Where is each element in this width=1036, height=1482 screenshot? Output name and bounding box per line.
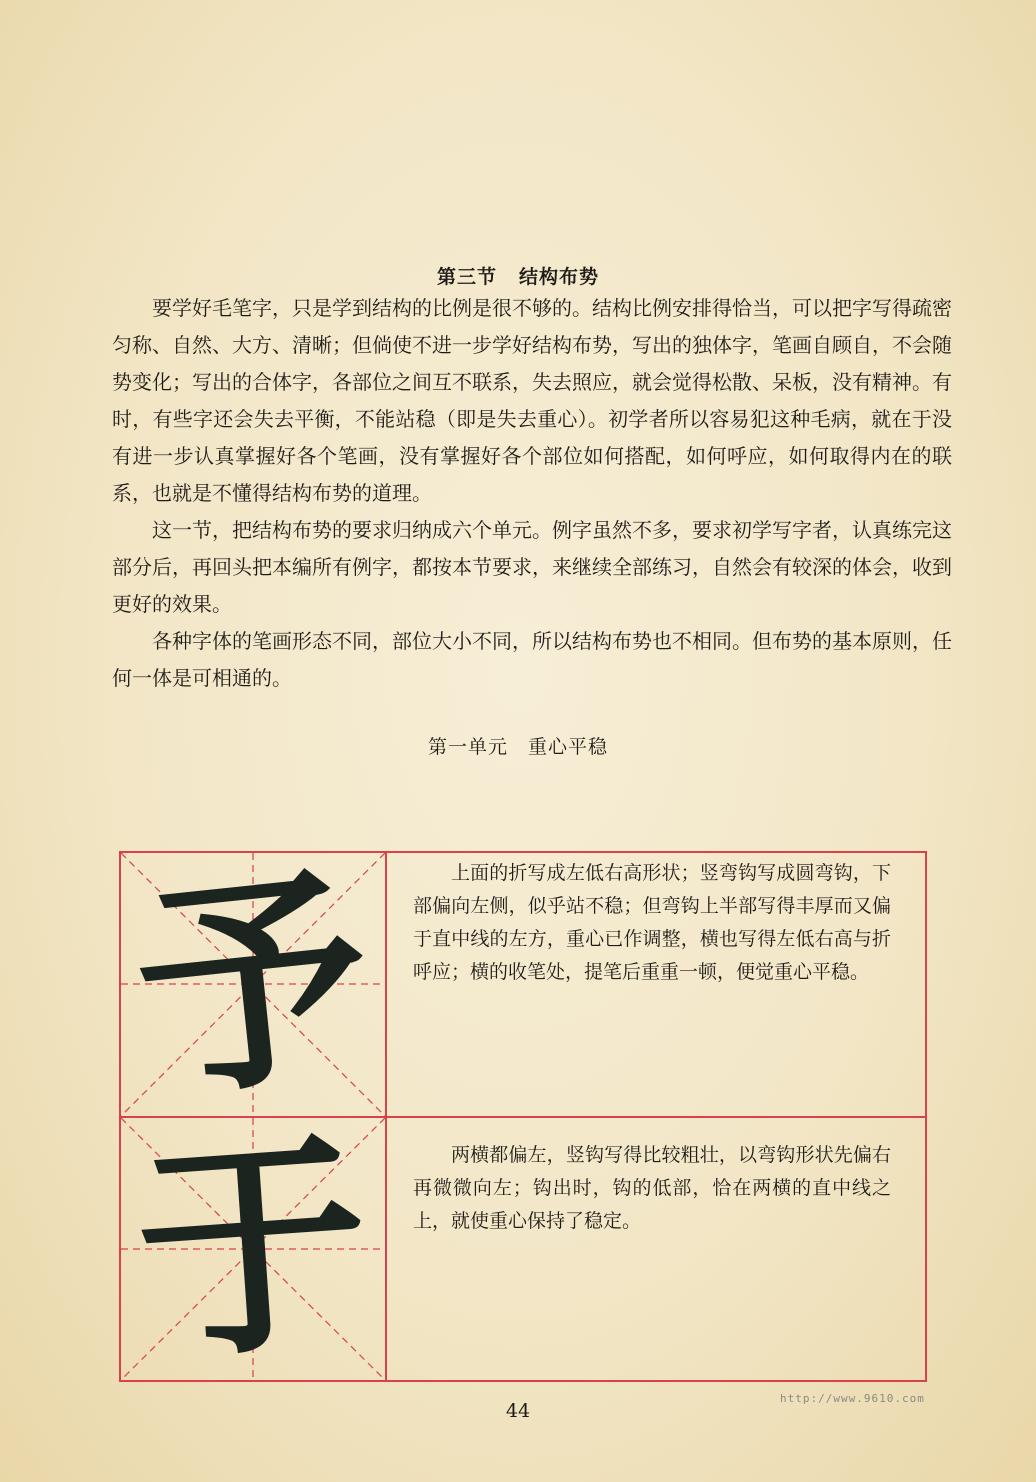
section-heading: 结构布势 bbox=[519, 266, 600, 288]
paragraph-1: 要学好毛笔字，只是学到结构的比例是很不够的。结构比例安排得恰当，可以把字写得疏密匀称、自然、大方、清晰；但倘使不进一步学好结构布势，写出的独体字，笔画自顾自，不会随势变化；写出的合体字，各部位之间互不联系，失去照应，就会觉得松散、呆板，没有精神。有时，有些字还会失去平衡，不能站稳（即是失去重心）。初学者所以容易犯这种毛病，就在于没有进一步认真掌握好各个笔画，没有掌握好各个部位如何搭配，如何呼应，如何取得内在的联系，也就是不懂得结构布势的道理。 bbox=[112, 296, 952, 505]
watermark: http://www.9610.com bbox=[780, 1392, 925, 1405]
paragraph-2: 这一节，把结构布势的要求归纳成六个单元。例字虽然不多，要求初学写字者，认真练完这部分后，再回头把本编所有例字，都按本节要求，来继续全部练习，自然会有较深的体会，收到更好的效果。 bbox=[112, 518, 952, 616]
section-number: 第三节 bbox=[436, 266, 497, 288]
unit-number: 第一单元 bbox=[427, 736, 508, 758]
example-table bbox=[119, 838, 927, 1393]
page-number: 44 bbox=[505, 1400, 531, 1422]
section-title bbox=[0, 262, 1036, 289]
body-text bbox=[112, 290, 952, 697]
paragraph-3: 各种字体的笔画形态不同，部位大小不同，所以结构布势也不相同。但布势的基本原则，任何一体是可相通的。 bbox=[112, 629, 952, 690]
unit-heading: 重心平稳 bbox=[528, 736, 609, 758]
example-character-1: 予 bbox=[124, 838, 382, 1131]
unit-title bbox=[0, 732, 1036, 759]
example-character-2: 于 bbox=[128, 1106, 378, 1393]
example-description-1: 上面的折写成左低右高形状；竖弯钩写成圆弯钩，下部偏向左侧，似乎站不稳；但弯钩上半部写得丰厚而又偏于直中线的左方，重心已作调整，横也写得左低右高与折呼应；横的收笔处，提笔后重重一顿，便觉重心平稳。 bbox=[413, 862, 891, 983]
example-description-2: 两横都偏左，竖钩写得比较粗壮，以弯钩形状先偏右再微微向左；钩出时，钩的低部，恰在两横的直中线之上，就使重心保持了稳定。 bbox=[413, 1144, 891, 1232]
